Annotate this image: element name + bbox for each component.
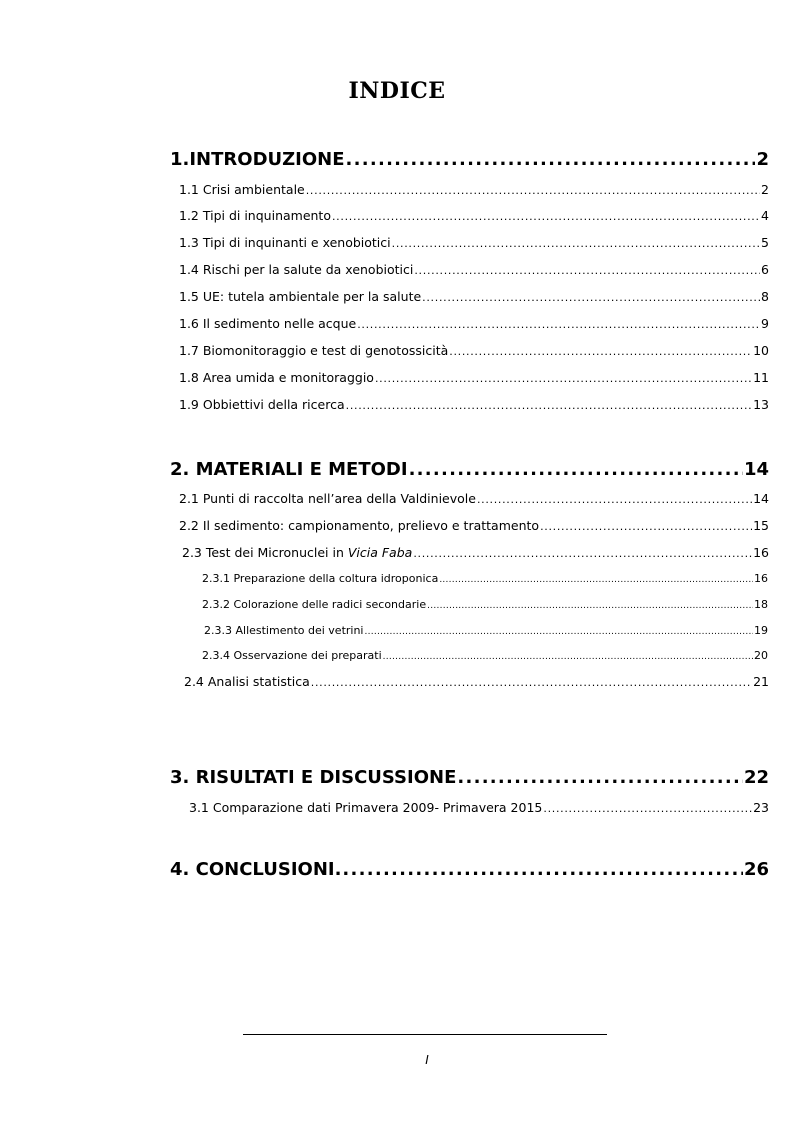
toc-entry-label: 1.2 Tipi di inquinamento: [179, 208, 331, 223]
footer-rule: [243, 1034, 607, 1035]
dot-leader: [422, 288, 760, 306]
toc-entry-page: 13: [753, 397, 769, 412]
dot-leader: [357, 315, 760, 333]
toc-entry-label: 1.5 UE: tutela ambientale per la salute: [179, 289, 422, 304]
dot-leader: [457, 765, 743, 791]
toc-entry-page: 5: [761, 235, 769, 250]
toc-entry-page: 23: [753, 800, 769, 815]
dot-leader: [540, 517, 752, 535]
page-title: INDICE: [348, 78, 446, 104]
dot-leader: [414, 261, 760, 279]
toc-entry-page: 15: [753, 518, 769, 533]
toc-chapter-entry[interactable]: [170, 765, 769, 791]
toc-section-entry[interactable]: [179, 234, 769, 252]
page-number: I: [425, 1053, 429, 1067]
dot-leader: [449, 342, 752, 360]
dot-leader: [383, 648, 753, 664]
toc-entry-label: 3.1 Comparazione dati Primavera 2009- Primavera 2015: [189, 800, 543, 815]
toc-entry-label: 2.4 Analisi statistica: [184, 674, 310, 689]
toc-entry-page: 8: [761, 289, 769, 304]
toc-entry-page: 11: [753, 370, 769, 385]
toc-section-entry[interactable]: [184, 673, 769, 691]
toc-section-entry[interactable]: [179, 369, 769, 387]
dot-leader: [439, 571, 753, 587]
toc-entry-label: 2. MATERIALI E METODI: [170, 459, 408, 480]
dot-leader: [409, 457, 743, 483]
toc-subsection-entry[interactable]: [202, 597, 768, 613]
dot-leader: [413, 544, 752, 562]
toc-entry-label: 1.1 Crisi ambientale: [179, 182, 305, 197]
toc-section-entry[interactable]: [179, 396, 769, 414]
toc-entry-label: 2.1 Punti di raccolta nell’area della Valdinievole: [179, 491, 476, 506]
toc-section-entry[interactable]: [179, 342, 769, 360]
toc-entry-label: 2.3.3 Allestimento dei vetrini: [204, 624, 364, 637]
toc-entry-page: 18: [754, 598, 768, 611]
toc-entry-page: 14: [753, 491, 769, 506]
dot-leader: [342, 857, 743, 883]
toc-subsection-entry[interactable]: [204, 623, 768, 639]
dot-leader: [375, 369, 752, 387]
toc-entry-label: 1.3 Tipi di inquinanti e xenobiotici: [179, 235, 391, 250]
dot-leader: [332, 207, 760, 225]
toc-subsection-entry[interactable]: [202, 648, 768, 664]
toc-entry-label: 2.3.2 Colorazione delle radici secondarie: [202, 598, 427, 611]
toc-section-entry[interactable]: [189, 799, 769, 817]
toc-section-entry[interactable]: [179, 207, 769, 225]
dot-leader: [311, 673, 752, 691]
toc-chapter-entry[interactable]: [170, 147, 769, 173]
toc-section-entry[interactable]: [179, 288, 769, 306]
dot-leader: [364, 623, 753, 639]
dot-leader: [346, 396, 752, 414]
dot-leader: [477, 490, 752, 508]
toc-entry-page: 16: [754, 572, 768, 585]
toc-section-entry[interactable]: [179, 315, 769, 333]
toc-entry-label: 1.4 Rischi per la salute da xenobiotici: [179, 262, 414, 277]
toc-section-entry[interactable]: [182, 544, 769, 562]
toc-section-entry[interactable]: [179, 517, 769, 535]
toc-entry-page: 6: [761, 262, 769, 277]
toc-entry-page: 2: [761, 182, 769, 197]
dot-leader: [306, 181, 760, 199]
toc-entry-page: 9: [761, 316, 769, 331]
dot-leader: [346, 147, 756, 173]
species-name: Vicia Faba: [347, 545, 413, 560]
toc-entry-label: 2.3.1 Preparazione della coltura idroponica: [202, 572, 439, 585]
toc-entry-label: 1.9 Obbiettivi della ricerca: [179, 397, 345, 412]
toc-entry-label: 2.3.4 Osservazione dei preparati: [202, 649, 382, 662]
toc-entry-label: 2.2 Il sedimento: campionamento, prelievo e trattamento: [179, 518, 540, 533]
toc-entry-page: 14: [743, 459, 769, 480]
toc-section-entry[interactable]: [179, 181, 769, 199]
toc-entry-page: 22: [743, 767, 769, 788]
toc-entry-page: 2: [756, 149, 769, 170]
toc-section-entry[interactable]: [179, 261, 769, 279]
toc-entry-label: 4. CONCLUSIONI.: [170, 859, 342, 880]
toc-entry-page: 20: [754, 649, 768, 662]
toc-entry-page: 21: [753, 674, 769, 689]
toc-entry-label-text: 2.3 Test dei Micronuclei in: [182, 545, 348, 560]
toc-entry-page: 4: [761, 208, 769, 223]
toc-entry-label: 1.7 Biomonitoraggio e test di genotossicità: [179, 343, 449, 358]
toc-subsection-entry[interactable]: [202, 571, 768, 587]
toc-entry-label: 3. RISULTATI E DISCUSSIONE: [170, 767, 457, 788]
toc-entry-page: 10: [753, 343, 769, 358]
toc-chapter-entry[interactable]: [170, 457, 769, 483]
toc-chapter-entry[interactable]: [170, 857, 769, 883]
dot-leader: [427, 597, 753, 613]
toc-section-entry[interactable]: [179, 490, 769, 508]
toc-entry-page: 16: [753, 545, 769, 560]
toc-entry-page: 26: [743, 859, 769, 880]
toc-entry-label: [182, 544, 412, 562]
toc-entry-page: 19: [754, 624, 768, 637]
toc-entry-label: 1.6 Il sedimento nelle acque: [179, 316, 357, 331]
toc-entry-label: 1.INTRODUZIONE: [170, 149, 345, 170]
toc-entry-label: 1.8 Area umida e monitoraggio: [179, 370, 374, 385]
dot-leader: [392, 234, 760, 252]
dot-leader: [543, 799, 752, 817]
